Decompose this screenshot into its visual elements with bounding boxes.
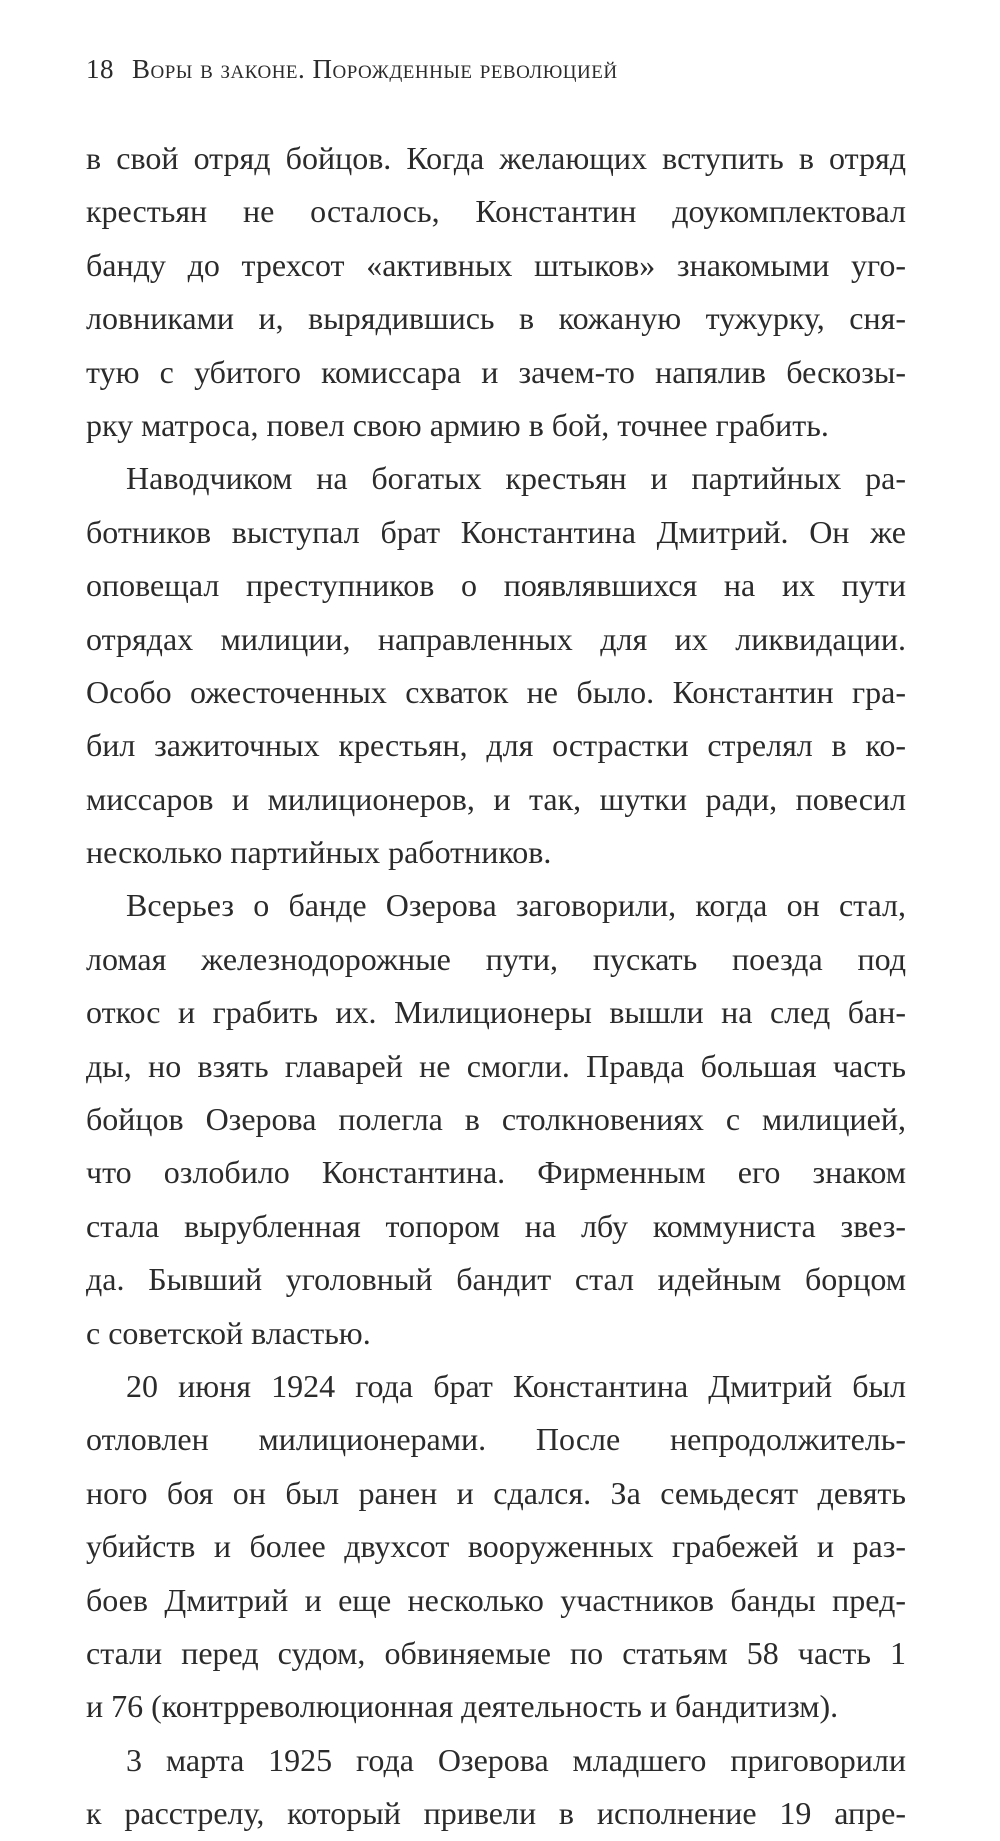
text-line: 20 июня 1924 года брат Константина Дмитрий был bbox=[126, 1367, 906, 1404]
text-line: да. Бывший уголовный бандит стал идейным борцом bbox=[86, 1261, 906, 1298]
text-line: с советской властью. bbox=[86, 1314, 371, 1351]
text-line: оповещал преступников о появлявшихся на их пути bbox=[86, 567, 906, 604]
text-line: ного боя он был ранен и сдался. За семьдесят девять bbox=[86, 1474, 906, 1511]
text-line: рку матроса, повел свою армию в бой, точнее грабить. bbox=[86, 406, 829, 443]
book-page bbox=[86, 0, 906, 1832]
text-line: и 76 (контрреволюционная деятельность и бандитизм). bbox=[86, 1688, 839, 1725]
text-line: отрядах милиции, направленных для их ликвидации. bbox=[86, 620, 906, 657]
text-line: 3 марта 1925 года Озерова младшего приговорили bbox=[126, 1741, 906, 1778]
running-head-title: Воры в законе. Порожденные революцией bbox=[132, 54, 618, 84]
text-line: ды, но взять главарей не смогли. Правда большая часть bbox=[86, 1047, 906, 1084]
text-line: бил зажиточных крестьян, для острастки стрелял в ко- bbox=[86, 727, 906, 764]
text-line: Наводчиком на богатых крестьян и партийных ра- bbox=[126, 460, 906, 497]
text-line: крестьян не осталось, Константин доукомплектовал bbox=[86, 193, 906, 230]
text-line: в свой отряд бойцов. Когда желающих вступить в отряд bbox=[86, 140, 906, 176]
text-line: тую с убитого комиссара и зачем-то напялив бескозы- bbox=[86, 353, 906, 390]
text-line: бойцов Озерова полегла в столкновениях с милицией, bbox=[86, 1101, 906, 1138]
text-line: откос и грабить их. Милиционеры вышли на след бан- bbox=[86, 994, 906, 1031]
text-line: стали перед судом, обвиняемые по статьям 58 часть 1 bbox=[86, 1634, 906, 1671]
text-line: миссаров и милиционеров, и так, шутки ради, повесил bbox=[86, 780, 906, 817]
text-line: убийств и более двухсот вооруженных грабежей и раз- bbox=[86, 1528, 906, 1565]
text-line: боев Дмитрий и еще несколько участников банды пред- bbox=[86, 1581, 906, 1618]
text-line: несколько партийных работников. bbox=[86, 834, 552, 871]
text-line: ловниками и, вырядившись в кожаную тужурку, сня- bbox=[86, 300, 906, 337]
body-text bbox=[86, 132, 906, 1841]
text-line: Особо ожесточенных схваток не было. Константин гра- bbox=[86, 673, 906, 710]
text-line: стала вырубленная топором на лбу коммуниста звез- bbox=[86, 1207, 906, 1244]
text-line: ботников выступал брат Константина Дмитрий. Он же bbox=[86, 513, 906, 550]
text-line: отловлен милиционерами. После непродолжитель- bbox=[86, 1421, 906, 1458]
page-number: 18 bbox=[86, 54, 114, 84]
text-line: ломая железнодорожные пути, пускать поезда под bbox=[86, 940, 906, 977]
text-line: банду до трехсот «активных штыков» знакомыми уго- bbox=[86, 246, 906, 283]
text-line: к расстрелу, который привели в исполнение 19 апре- bbox=[86, 1795, 906, 1832]
text-line: что озлобило Константина. Фирменным его знаком bbox=[86, 1154, 906, 1191]
running-head bbox=[86, 54, 906, 85]
text-line: Всерьез о банде Озерова заговорили, когда он стал, bbox=[126, 887, 906, 924]
